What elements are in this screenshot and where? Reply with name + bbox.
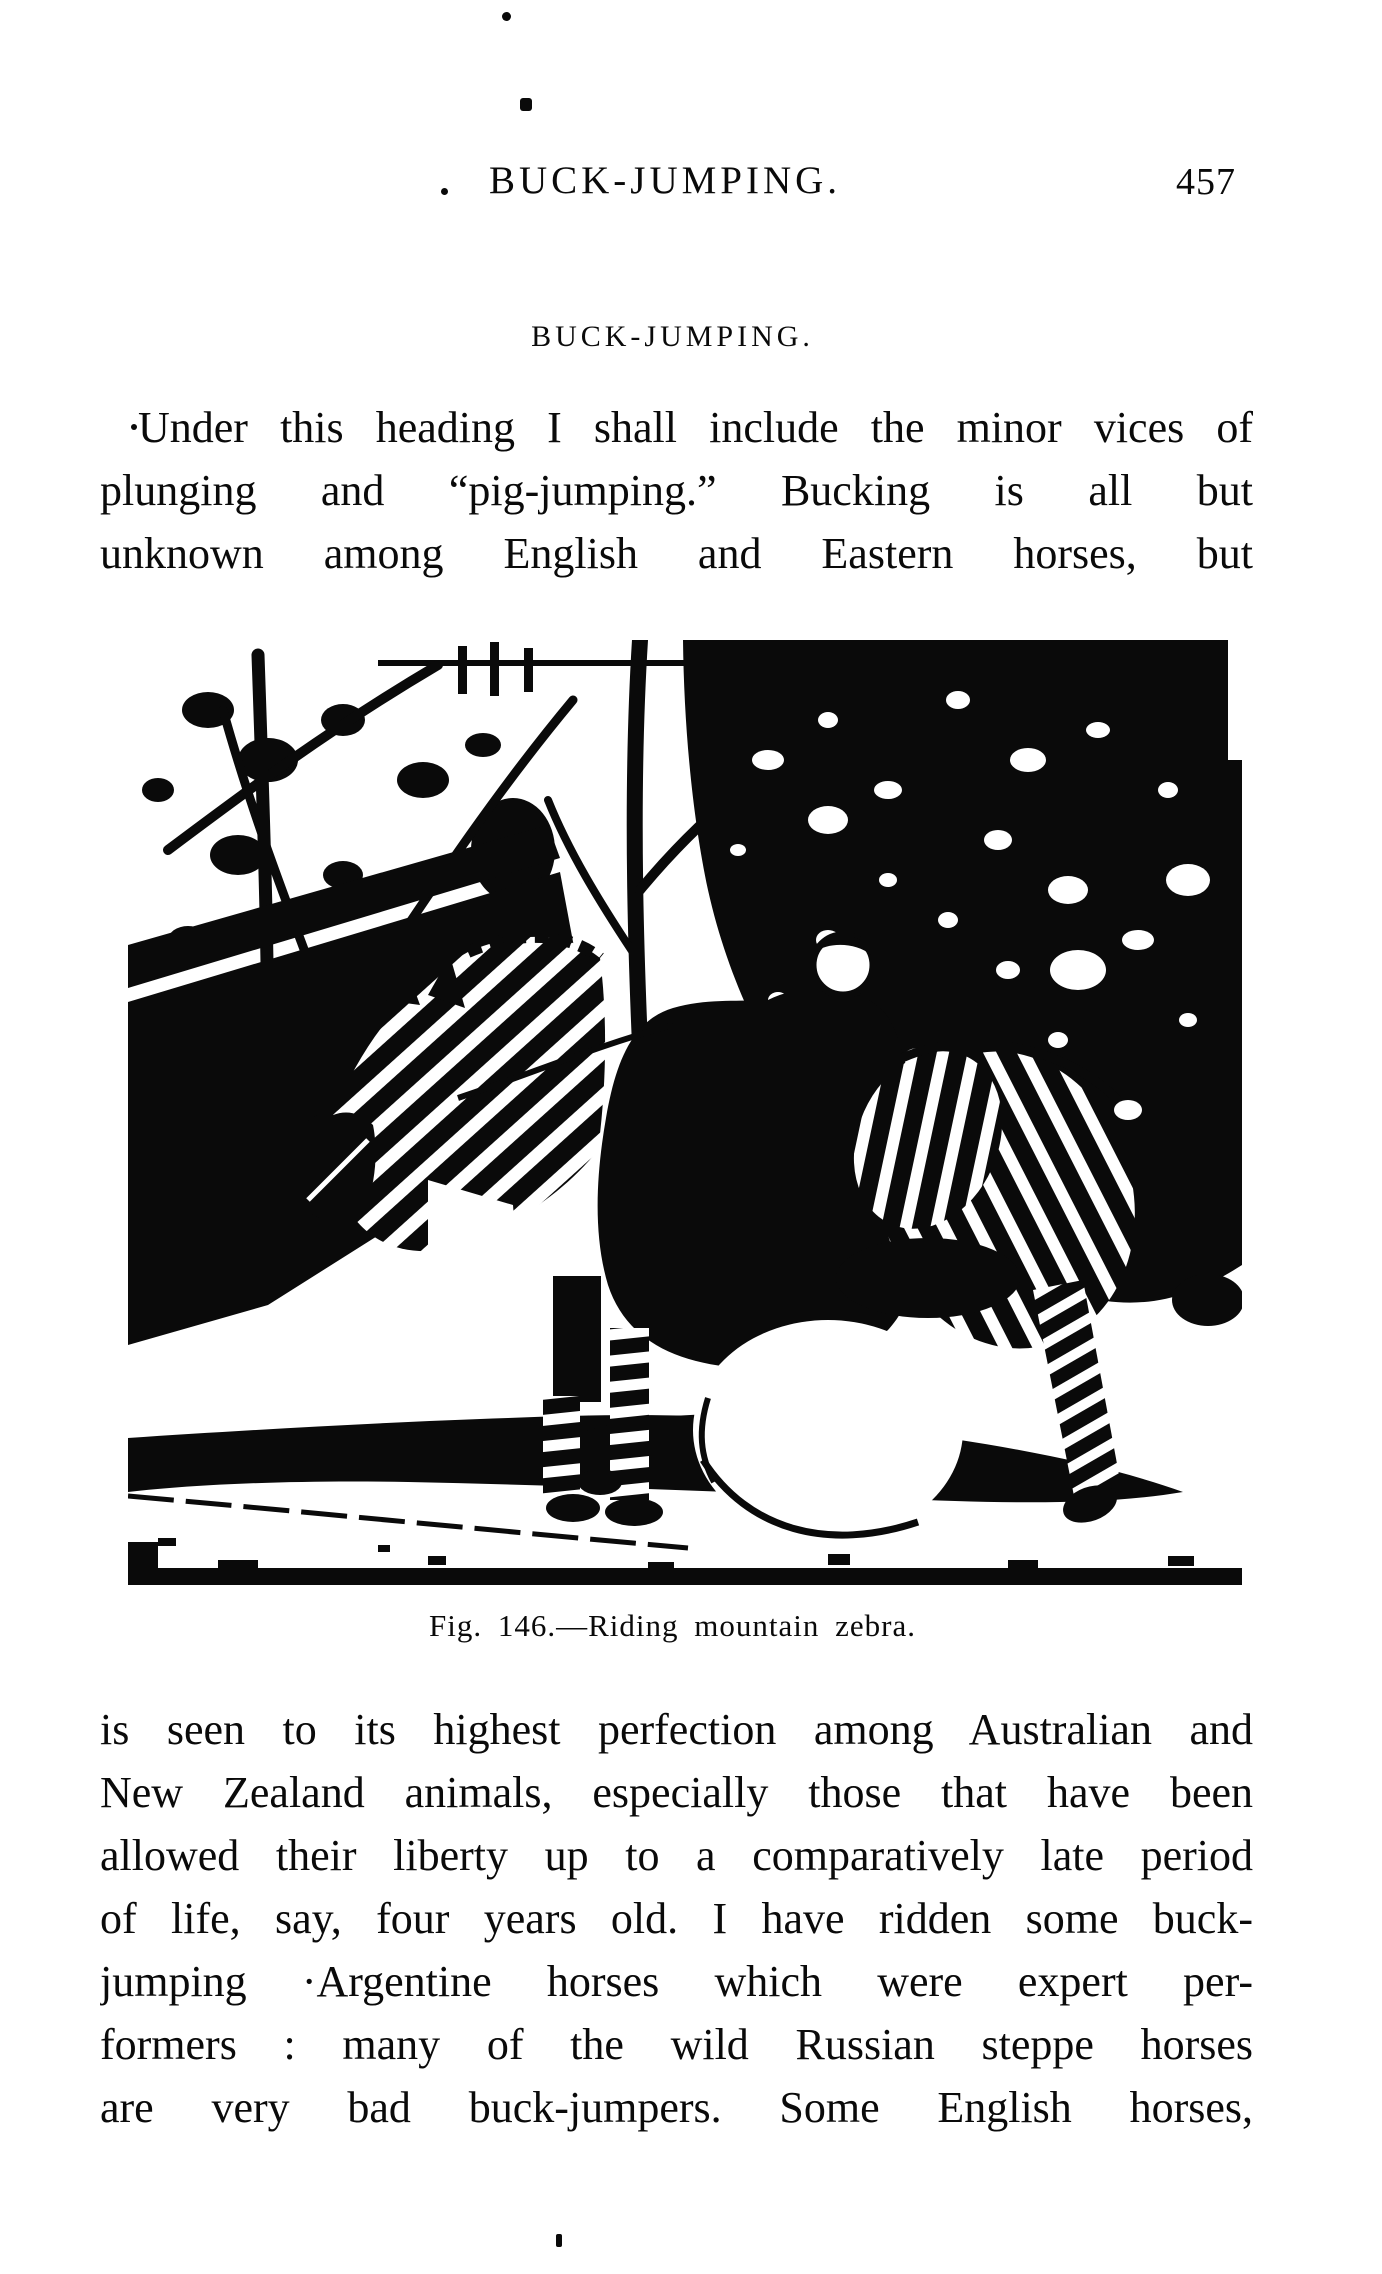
paragraph-2-line: New Zealand animals, especially those that have been xyxy=(100,1768,1253,1817)
ink-speck xyxy=(556,2234,562,2247)
ink-speck xyxy=(502,12,511,21)
paragraph-2-line: are very bad buck-jumpers. Some English horses, xyxy=(100,2083,1253,2132)
running-header-title: BUCK-JUMPING. xyxy=(488,159,842,202)
figure-caption: Fig. 146.—Riding mountain zebra. xyxy=(429,1608,916,1643)
figure-photo-zebra xyxy=(128,640,1242,1588)
paragraph-2-line: is seen to its highest perfection among Australian and xyxy=(100,1705,1253,1754)
paragraph-2-line: of life, say, four years old. I have ridden some buck- xyxy=(100,1894,1253,1943)
paragraph-2-line: allowed their liberty up to a comparatively late period xyxy=(100,1831,1253,1880)
paragraph-2-line: jumping ·Argentine horses which were expert per- xyxy=(100,1957,1253,2006)
paragraph-1-line: Under this heading I shall include the minor vices of xyxy=(138,403,1253,452)
section-heading: BUCK-JUMPING. xyxy=(531,320,814,353)
paragraph-2 xyxy=(100,1698,1253,2139)
paragraph-2-line: formers : many of the wild Russian steppe horses xyxy=(100,2020,1253,2069)
page-number: 457 xyxy=(1176,161,1236,203)
ink-speck xyxy=(520,98,532,111)
paragraph-1-line: plunging and “pig-jumping.” Bucking is all but xyxy=(100,466,1253,515)
paragraph-1 xyxy=(100,396,1253,585)
paragraph-1-line: unknown among English and Eastern horses, but xyxy=(100,529,1253,578)
